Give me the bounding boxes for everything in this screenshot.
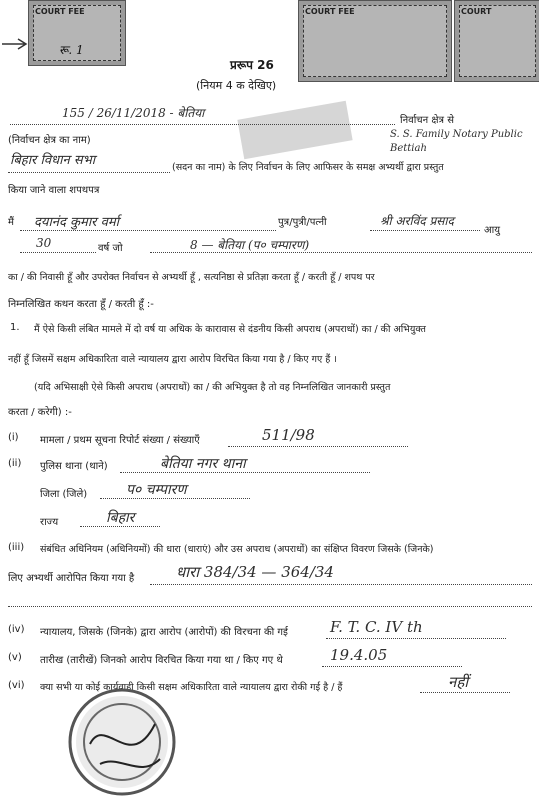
para2-line2: करता / करेगी) :-	[8, 407, 72, 418]
round-seal-stamp	[60, 684, 190, 800]
item-vi-number: (vi)	[8, 680, 25, 691]
stamp-left-label: COURT FEE	[35, 7, 85, 16]
item-vi-label: क्या सभी या कोई कार्यवाही किसी सक्षम अधिकारिता वाले न्यायालय द्वारा रोकी गई है / हैं	[40, 682, 343, 693]
constituency-label: निर्वाचन क्षेत्र से	[400, 115, 454, 126]
resident-text: का / की निवासी हूँ और उपरोक्त निर्वाचन से अभ्यर्थी हूँ , सत्यनिष्ठा से प्रतिज्ञा करता हूँ / करती हूँ / शपथ पर	[8, 272, 375, 283]
para1-number: 1.	[10, 322, 20, 333]
para1-line2: नहीं हूँ जिसमें सक्षम अधिकारिता वाले न्यायालय द्वारा आरोप विरचित किया गया है / किए गए हैं ।	[8, 354, 337, 365]
item-vi-value: नहीं	[448, 673, 469, 691]
item-v-label: तारीख (तारीखें) जिनको आरोप विरचित किया गया था / किए गए थे	[40, 655, 283, 666]
item-iv-number: (iv)	[8, 624, 25, 635]
state-value: बिहार	[106, 510, 135, 526]
notary-note: S. S. Family Notary Public Bettiah	[390, 129, 523, 154]
item-iv-value: F. T. C. IV th	[330, 618, 423, 636]
age-handwriting: 30	[36, 236, 52, 250]
statement-text: निम्नलिखित कथन करता हूँ / करती हूँ :-	[8, 299, 154, 310]
house-label: (सदन का नाम) के लिए निर्वाचन के लिए आफिसर के समक्ष अभ्यर्थी द्वारा प्रस्तुत	[172, 162, 444, 173]
item-ii-number: (ii)	[8, 458, 22, 469]
item-iii-line2: लिए अभ्यर्थी आरोपित किया गया है	[8, 573, 135, 584]
court-fee-stamp-left	[28, 0, 126, 66]
court-fee-stamp-middle	[298, 0, 452, 82]
item-iii-number: (iii)	[8, 542, 25, 553]
item-i-value: 511/98	[262, 426, 315, 444]
district-value: प० चम्पारण	[126, 482, 187, 498]
stamp-left-value: रू. 1	[59, 43, 84, 57]
father-name-handwriting: श्री अरविंद प्रसाद	[380, 214, 454, 228]
item-iii-line1: संबंधित अधिनियम (अधिनियमों) की धारा (धाराएं) और उस अपराध (अपराधों) का संक्षिप्त विवरण जिसके (जिनके)	[40, 544, 434, 555]
item-ii-label: पुलिस थाना (थाने)	[40, 461, 108, 472]
stamp-right-label: COURT	[461, 7, 492, 16]
i-label: मैं	[8, 217, 14, 228]
item-v-number: (v)	[8, 652, 22, 663]
district-label: जिला (जिले)	[40, 489, 88, 500]
state-label: राज्य	[40, 517, 59, 528]
form-subtitle: (नियम 4 क देखिए)	[196, 79, 277, 92]
item-iv-label: न्यायालय, जिसके (जिनके) द्वारा आरोप (आरोपों) की विरचना की गई	[40, 627, 288, 638]
item-iii-value: धारा 384/34 — 364/34	[176, 563, 334, 581]
item-ii-value: बेतिया नगर थाना	[160, 456, 246, 472]
constituency-name-label: (निर्वाचन क्षेत्र का नाम)	[8, 135, 91, 146]
address-handwriting: 8 — बेतिया (प० चम्पारण)	[190, 238, 310, 252]
reference-handwriting: 155 / 26/11/2018 - बेतिया	[62, 106, 205, 120]
relation-label: पुत्र/पुत्री/पत्नी	[278, 217, 327, 228]
age-label: आयु	[484, 225, 501, 236]
candidate-name-handwriting: दयानंद कुमार वर्मा	[34, 215, 120, 230]
stamp-mid-label: COURT FEE	[305, 7, 355, 16]
affidavit-label: किया जाने वाला शपथपत्र	[8, 185, 100, 196]
para1-line1: मैं ऐसे किसी लंबित मामले में दो वर्ष या अधिक के कारावास से दंडनीय किसी अपराध (अपराधों) का / की अभियुक्त	[34, 324, 426, 335]
arrow-mark-icon	[0, 36, 30, 52]
office-seal-stamp	[237, 101, 352, 159]
house-name-handwriting: बिहार विधान सभा	[10, 153, 96, 168]
court-fee-stamp-right	[454, 0, 539, 82]
form-title: प्ररूप 26	[230, 58, 274, 72]
item-i-number: (i)	[8, 432, 19, 443]
item-i-label: मामला / प्रथम सूचना रिपोर्ट संख्या / संख्याएँ	[40, 435, 200, 446]
years-label: वर्ष जो	[98, 243, 123, 254]
item-v-value: 19.4.05	[330, 646, 388, 664]
para2-line1: (यदि अभिसाक्षी ऐसे किसी अपराध (अपराधों) का / की अभियुक्त है तो वह निम्नलिखित जानकारी प्रस्तुत	[34, 382, 391, 393]
